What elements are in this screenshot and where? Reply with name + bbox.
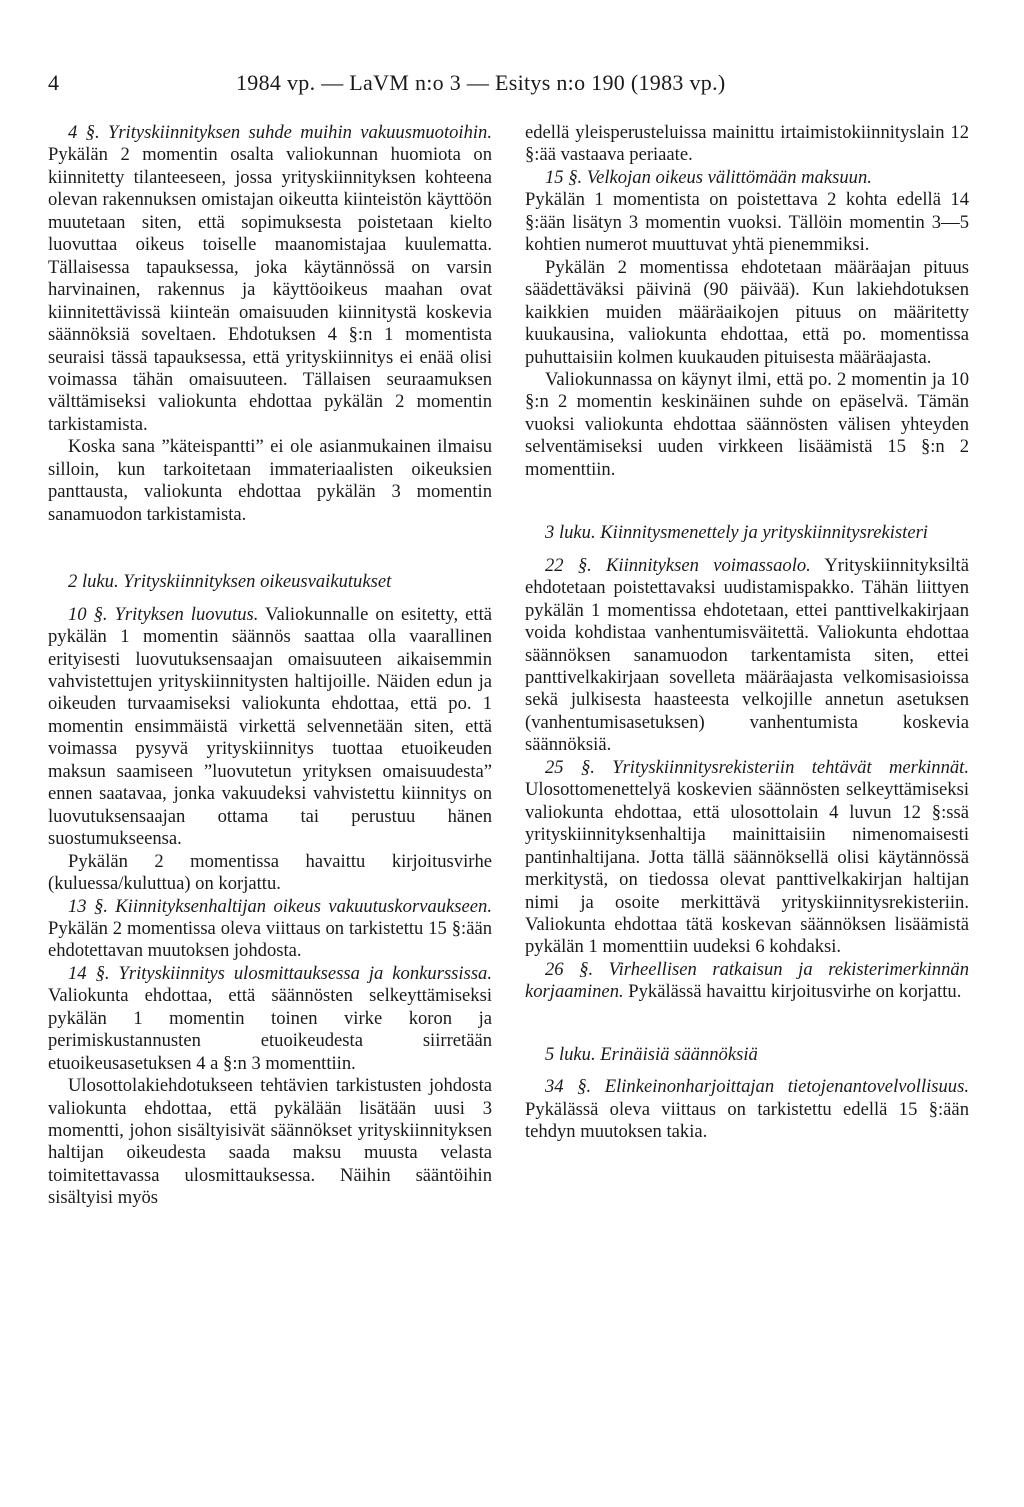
section-13-text: Pykälän 2 momentissa oleva viittaus on tarkistettu 15 §:ään ehdotettavan muutoksen johdosta.: [48, 917, 492, 962]
section-34: [525, 1076, 969, 1143]
section-34-heading: 34 §. Elinkeinonharjoittajan tietojenantovelvollisuus.: [545, 1076, 969, 1098]
section-10-paragraph-2: Pykälän 2 momentissa havaittu kirjoitusvirhe (kuluessa/kuluttua) on korjattu.: [48, 850, 492, 895]
section-22: [525, 555, 969, 757]
section-15-paragraph-1: Pykälän 1 momentista on poistettava 2 kohta edellä 14 §:ään lisätyn 3 momentin vuoksi. Tällöin momentin 3—5 kohtien numerot muuttuvat yhtä pienemmiksi.: [525, 189, 969, 256]
section-15-paragraph-3: Valiokunnassa on käynyt ilmi, että po. 2 momentin ja 10 §:n 2 momentin keskinäinen suhde on epäselvä. Tämän vuoksi valiokunta ehdottaa säännösten välisen yhteyden selventämiseksi uuden virkkeen lisäämistä 15 §:n 2 momenttiin.: [525, 368, 969, 480]
chapter-5-heading: 5 luku. Erinäisiä säännöksiä: [545, 1043, 758, 1065]
section-10: [48, 604, 492, 851]
chapter-3-heading: 3 luku. Kiinnitysmenettely ja yrityskiinnitysrekisteri: [545, 522, 928, 544]
section-13-heading: 13 §. Kiinnityksenhaltijan oikeus vakuutuskorvaukseen.: [68, 895, 492, 917]
section-4: [48, 122, 492, 436]
section-34-text: Pykälässä oleva viittaus on tarkistettu edellä 15 §:ään tehdyn muutoksen takia.: [525, 1098, 969, 1143]
page-header: [48, 70, 988, 104]
section-22-heading: 22 §. Kiinnityksen voimassaolo.: [545, 554, 811, 576]
section-22-text: Yrityskiinnityksiltä ehdotetaan poistettavaksi uudistamispakko. Tähän liittyen pykälän 1 momentissa ehdotetaan, ettei panttivelkakirjaan voida kohdistaa vanhentumisväitettä. Valiokunta ehdottaa säännöksen sanamuodon tarkentamista siten, ettei panttivelkakirjaan sovelleta määräajasta velkomisasioissa sekä julkisesta haasteesta velkojille annetun asetuksen (vanhentumisasetuksen) vanhentumista koskevia säännöksiä.: [525, 554, 969, 756]
section-4-text: Pykälän 2 momentin osalta valiokunnan huomiota on kiinnitetty tilanteeseen, jossa yrityskiinnityksen kohteena olevan rakennuksen omistajan oikeutta kiinteistön käyttöön muutetaan siten, että sopimuksesta poistetaan kielto luovuttaa oikeus toiselle maanomistajaa kuulematta. Tällaisessa tapauksessa, joka käytännössä on varsin harvinainen, rakennus ja käyttöoikeus maahan ovat kiinnitettävissä kiinteän omaisuuden kiinnitystä koskevia säännöksiä soveltaen. Ehdotuksen 4 §:n 1 momentista seuraisi tässä tapauksessa, että yrityskiinnitys ei enää olisi voimassa tähän omaisuuteen. Tällaisen seuraamuksen välttämiseksi valiokunta ehdottaa pykälän 2 momentin tarkistamista.: [48, 144, 492, 435]
section-15-paragraph-2: Pykälän 2 momentissa ehdotetaan määräajan pituus säädettäväksi päivinä (90 päivää). Kun lakiehdotuksen kaikkien muiden määräaikojen pituus on määritetty kuukausina, valiokunta ehdottaa, että po. momentissa puhuttaisiin kolmen kuukauden pituisesta määräajasta.: [525, 256, 969, 368]
running-title: 1984 vp. — LaVM n:o 3 — Esitys n:o 190 (1983 vp.): [236, 70, 726, 95]
section-26-heading: 26 §. Virheellisen ratkaisun ja rekisterimerkinnän korjaaminen.: [525, 958, 969, 1003]
section-25-heading: 25 §. Yrityskiinnitysrekisteriin tehtävät merkinnät.: [545, 756, 969, 778]
section-4-paragraph-2: Koska sana ”käteispantti” ei ole asianmukainen ilmaisu silloin, kun tarkoitetaan immateriaalisten oikeuksien panttausta, valiokunta ehdottaa pykälän 3 momentin sanamuodon tarkistamista.: [48, 436, 492, 525]
section-15-heading: 15 §. Velkojan oikeus välittömään maksuun.: [545, 166, 872, 188]
section-25-text: Ulosottomenettelyä koskevien säännösten selkeyttämiseksi valiokunta ehdottaa, että ulosottolain 4 luvun 12 §:ssä yrityskiinnityksenhaltija mainittaisiin nimenomaisesti pantinhaltijana. Jotta tällä säännöksellä olisi käytännössä merkitystä, on tiedossa olevat panttivelkakirjan haltijan nimi ja osoite merkittävä yrityskiinnitysrekisteriin. Valiokunta ehdottaa tätä koskevan säännöksen lisäämistä pykälän 1 momenttiin uudeksi 6 kohdaksi.: [525, 779, 969, 958]
section-4-heading: 4 §. Yrityskiinnityksen suhde muihin vakuusmuotoihin.: [68, 122, 492, 143]
section-14-heading: 14 §. Yrityskiinnitys ulosmittauksessa ja konkurssissa.: [68, 962, 492, 984]
section-14: [48, 963, 492, 1075]
section-14-paragraph-2: Ulosottolakiehdotukseen tehtävien tarkistusten johdosta valiokunta ehdottaa, että pykälään lisätään uusi 3 momentti, johon sisältyisivät säännökset yrityskiinnityksen haltijan oikeudesta saada maksu muusta velasta toimitettavassa ulosmittauksessa. Näihin sääntöihin sisältyisi myös: [48, 1075, 492, 1209]
left-column: [48, 122, 492, 1210]
section-26: [525, 959, 969, 1004]
section-10-heading: 10 §. Yrityksen luovutus.: [68, 603, 259, 625]
continued-paragraph: edellä yleisperusteluissa mainittu irtaimistokiinnityslain 12 §:ää vastaava periaate.: [525, 122, 969, 166]
section-10-text: Valiokunnalle on esitetty, että pykälän 1 momentin säännös saattaa olla vaarallinen erityisesti luovutuksensaajan omaisuuteen aikaisemmin vahvistettujen yrityskiinnitysten haltijoille. Näiden edun ja oikeuden turvaamiseksi valiokunta ehdottaa, että po. 1 momentin ensimmäistä virkettä selvennetään siten, että voimassa pysyvä yrityskiinnitys tuottaa etuoikeuden maksun saamiseen ”luovutetun yrityksen omaisuudesta” ennen saatavaa, jonka vakuudeksi vahvistettu kiinnitys on luovutuksensaajan ottama tai perustuu hänen suostumukseensa.: [48, 603, 493, 850]
section-25: [525, 757, 969, 959]
section-26-text: Pykälässä havaittu kirjoitusvirhe on korjattu.: [628, 981, 962, 1003]
section-13: [48, 896, 492, 963]
page-number: 4: [48, 70, 59, 95]
section-14-text: Valiokunta ehdottaa, että säännösten selkeyttämiseksi pykälän 1 momentin toinen virke koron ja perimiskustannusten etuoikeudesta siirretään etuoikeusasetuksen 4 a §:n 3 momenttiin.: [48, 985, 492, 1074]
chapter-2-heading: 2 luku. Yrityskiinnityksen oikeusvaikutukset: [68, 571, 392, 593]
section-15: [525, 167, 969, 189]
right-column: [525, 122, 969, 1144]
